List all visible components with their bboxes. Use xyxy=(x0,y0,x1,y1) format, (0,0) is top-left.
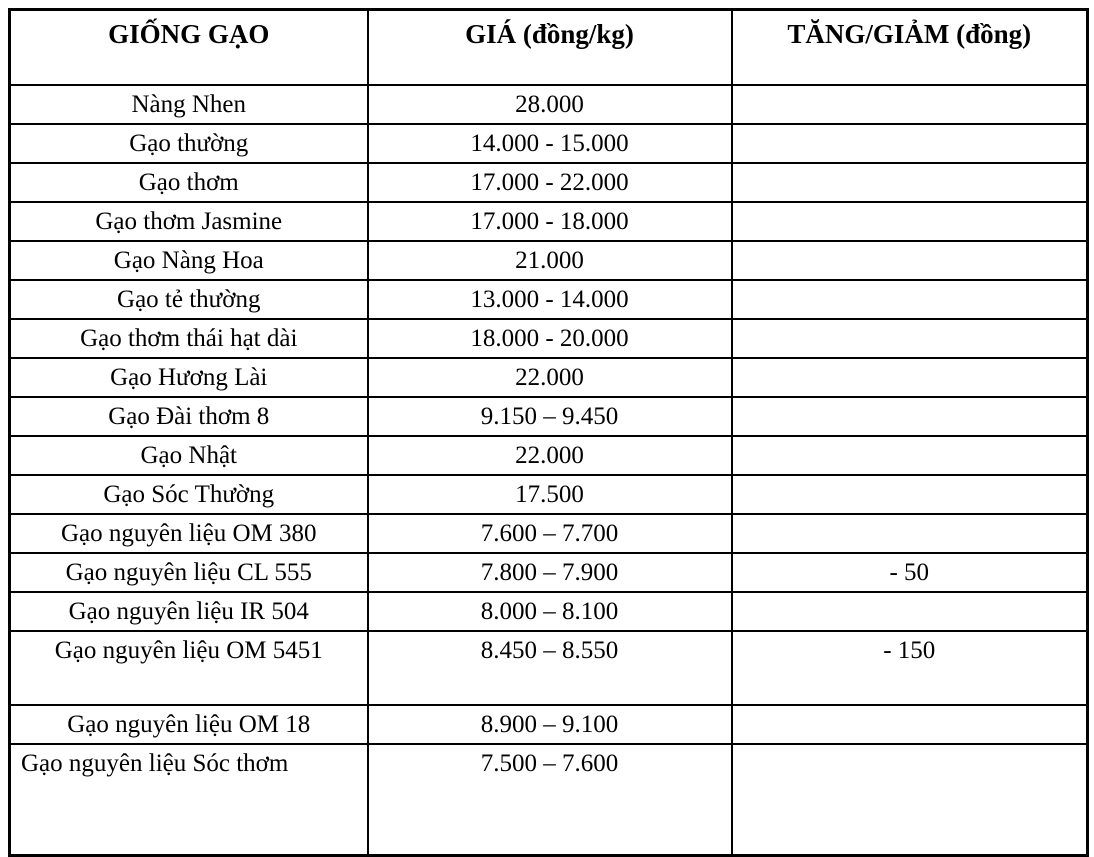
table-row xyxy=(10,163,1088,202)
change-cell xyxy=(732,358,1088,397)
variety-cell xyxy=(10,319,368,358)
table-row xyxy=(10,631,1088,705)
variety-cell xyxy=(10,592,368,631)
table-row xyxy=(10,475,1088,514)
change-text: - 50 xyxy=(889,558,930,586)
price-cell xyxy=(368,705,732,744)
table-body xyxy=(10,85,1088,856)
price-cell xyxy=(368,163,732,202)
table-row xyxy=(10,436,1088,475)
table-row xyxy=(10,744,1088,856)
change-cell xyxy=(732,631,1088,705)
price-text: 14.000 - 15.000 xyxy=(470,129,629,157)
table-row xyxy=(10,553,1088,592)
variety-text: Gạo thơm thái hạt dài xyxy=(80,324,298,352)
price-text: 22.000 xyxy=(515,363,584,391)
table-row xyxy=(10,705,1088,744)
header-variety: GIỐNG GẠO xyxy=(10,10,368,85)
price-text: 7.800 – 7.900 xyxy=(480,558,619,586)
table-row xyxy=(10,85,1088,124)
table-row xyxy=(10,202,1088,241)
price-cell xyxy=(368,514,732,553)
price-cell xyxy=(368,319,732,358)
variety-text: Gạo nguyên liệu OM 18 xyxy=(67,710,311,738)
price-cell xyxy=(368,592,732,631)
table-row xyxy=(10,397,1088,436)
variety-text: Gạo nguyên liệu OM 380 xyxy=(60,519,317,547)
table-row xyxy=(10,514,1088,553)
variety-cell xyxy=(10,202,368,241)
price-cell xyxy=(368,358,732,397)
price-cell xyxy=(368,397,732,436)
table-row xyxy=(10,124,1088,163)
table-row xyxy=(10,241,1088,280)
price-text: 22.000 xyxy=(515,441,584,469)
price-text: 8.450 – 8.550 xyxy=(480,636,619,664)
variety-cell xyxy=(10,514,368,553)
price-cell xyxy=(368,280,732,319)
change-cell xyxy=(732,744,1088,856)
change-cell xyxy=(732,163,1088,202)
change-text: - 150 xyxy=(883,636,936,664)
variety-text: Gạo Hương Lài xyxy=(110,363,268,391)
price-text: 21.000 xyxy=(515,246,584,274)
variety-text: Gạo Nàng Hoa xyxy=(113,246,264,274)
price-cell xyxy=(368,241,732,280)
variety-text: Gạo nguyên liệu CL 555 xyxy=(65,558,312,586)
variety-text: Gạo nguyên liệu OM 5451 xyxy=(54,636,323,664)
price-cell xyxy=(368,744,732,856)
rice-price-table xyxy=(8,8,1089,857)
price-text: 17.500 xyxy=(515,480,584,508)
price-cell xyxy=(368,475,732,514)
price-text: 18.000 - 20.000 xyxy=(470,324,629,352)
variety-text: Nàng Nhen xyxy=(131,90,247,118)
variety-text: Gạo nguyên liệu IR 504 xyxy=(68,597,309,625)
table-row xyxy=(10,592,1088,631)
change-cell xyxy=(732,397,1088,436)
variety-cell xyxy=(10,85,368,124)
table-row xyxy=(10,280,1088,319)
variety-cell xyxy=(10,553,368,592)
variety-cell xyxy=(10,163,368,202)
rice-price-table-container xyxy=(8,8,1089,857)
variety-text: Gạo thơm xyxy=(138,168,239,196)
variety-text: Gạo thường xyxy=(129,129,249,157)
price-cell xyxy=(368,85,732,124)
price-cell xyxy=(368,631,732,705)
change-cell xyxy=(732,705,1088,744)
variety-text: Gạo Sóc Thường xyxy=(103,480,275,508)
variety-text: Gạo nguyên liệu Sóc thơm xyxy=(21,749,289,777)
change-cell xyxy=(732,241,1088,280)
change-cell xyxy=(732,280,1088,319)
header-row xyxy=(10,10,1088,85)
change-cell xyxy=(732,319,1088,358)
variety-cell xyxy=(10,280,368,319)
price-cell xyxy=(368,436,732,475)
table-header xyxy=(10,10,1088,85)
variety-cell xyxy=(10,358,368,397)
table-row xyxy=(10,358,1088,397)
price-text: 8.900 – 9.100 xyxy=(480,710,619,738)
header-change: TĂNG/GIẢM (đồng) xyxy=(732,10,1088,85)
price-text: 17.000 - 18.000 xyxy=(470,207,629,235)
variety-cell xyxy=(10,744,368,856)
change-cell xyxy=(732,592,1088,631)
price-text: 28.000 xyxy=(515,90,584,118)
variety-cell xyxy=(10,631,368,705)
change-cell xyxy=(732,436,1088,475)
price-cell xyxy=(368,124,732,163)
variety-cell xyxy=(10,705,368,744)
variety-text: Gạo Đài thơm 8 xyxy=(108,402,270,430)
change-cell xyxy=(732,124,1088,163)
change-cell xyxy=(732,475,1088,514)
header-price: GIÁ (đồng/kg) xyxy=(368,10,732,85)
change-cell xyxy=(732,514,1088,553)
variety-text: Gạo thơm Jasmine xyxy=(95,207,283,235)
price-text: 7.500 – 7.600 xyxy=(480,749,619,777)
price-cell xyxy=(368,202,732,241)
price-text: 9.150 – 9.450 xyxy=(480,402,619,430)
price-text: 8.000 – 8.100 xyxy=(480,597,619,625)
variety-text: Gạo Nhật xyxy=(140,441,237,469)
price-cell xyxy=(368,553,732,592)
variety-cell xyxy=(10,124,368,163)
change-cell xyxy=(732,85,1088,124)
price-text: 13.000 - 14.000 xyxy=(470,285,629,313)
variety-cell xyxy=(10,436,368,475)
variety-cell xyxy=(10,475,368,514)
variety-cell xyxy=(10,397,368,436)
variety-text: Gạo tẻ thường xyxy=(117,285,261,313)
price-text: 17.000 - 22.000 xyxy=(470,168,629,196)
variety-cell xyxy=(10,241,368,280)
price-text: 7.600 – 7.700 xyxy=(480,519,619,547)
change-cell xyxy=(732,553,1088,592)
change-cell xyxy=(732,202,1088,241)
table-row xyxy=(10,319,1088,358)
